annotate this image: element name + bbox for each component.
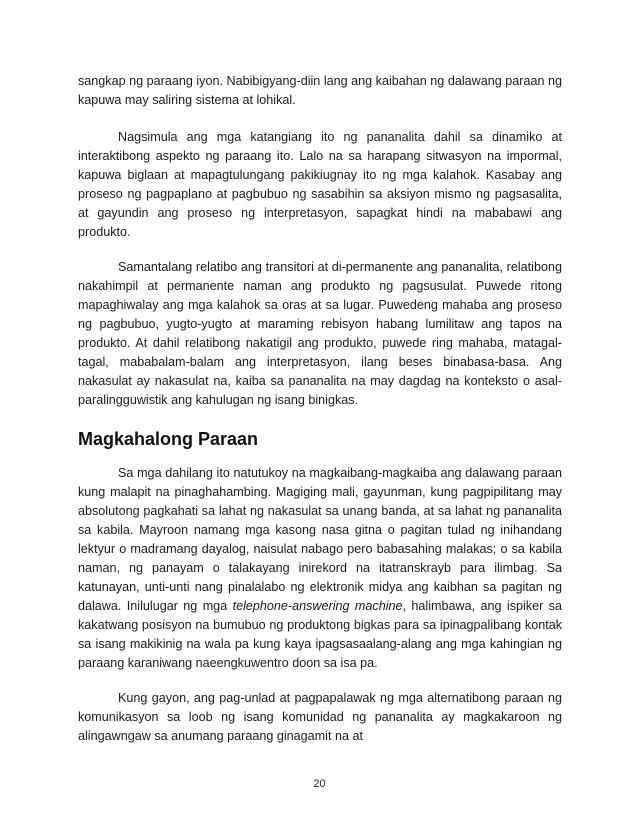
page-number: 20 [313, 778, 326, 790]
paragraph-text-part-2: , halimbawa, ang ispiker sa kakatwang posisyon na bumubuo ng produktong bigkas para sa ipinagpalibang kontak sa isang makikinig na wala pa kung kaya ipagsasaalang-alang ang mga kahingian ng paraang karaniwang naeengkuwentro doon sa isa pa. [78, 599, 562, 670]
page-body [78, 72, 562, 762]
italic-term: telephone-answering machine [232, 599, 403, 613]
paragraph-continuation: sangkap ng paraang iyon. Nabibigyang-diin lang ang kaibahan ng dalawang paraan ng kapuwa may saliring sistema at lohikal. [78, 74, 562, 107]
paragraph-samantalang: Samantalang relatibo ang transitori at di-permanente ang pananalita, relatibong nakahimpil at permanente naman ang produkto ng pagsusulat. Puwede ritong mapaghiwalay ang mga kalahok sa oras at sa lugar. Puwedeng mahaba ang proseso ng pagbubuo, yugto-yugto at maraming rebisyon habang lumilitaw ang tapos na produkto. At dahil relatibong nakatigil ang produkto, puwede ring mahaba, matagal-tagal, mababalam-balam ang interpretasyon, ilang beses binabasa-basa. Ang nakasulat ay nakasulat na, kaiba sa pananalita na may dagdag na konteksto o asal-paralingguwistik ang kahulugan ng isang binigkas. [78, 260, 562, 407]
paragraph-kung-gayon: Kung gayon, ang pag-unlad at pagpapalawak ng mga alternatibong paraan ng komunikasyon sa loob ng isang komunidad ng pananalita ay magkakaroon ng alingawngaw sa anumang paraang ginagamit na at [78, 691, 562, 743]
paragraph-sa-mga-dahilang [78, 464, 562, 673]
paragraph-nagsimula: Nagsimula ang mga katangiang ito ng pananalita dahil sa dinamiko at interaktibong aspekto ng paraang ito. Lalo na sa harapang sitwasyon na impormal, kapuwa biglaan at mapagtulungang pakikiugnay ito ng mga kalahok. Kasabay ang proseso ng pagpaplano at pagbubuo ng sasabihin sa aksiyon mismo ng pagsasalita, at gayundin ang proseso ng interpretasyon, sapagkat hindi na mababawi ang produkto. [78, 130, 562, 239]
section-heading: Magkahalong Paraan [78, 429, 259, 449]
paragraph-text-part-1: Sa mga dahilang ito natutukoy na magkaibang-magkaiba ang dalawang paraan kung malapit na pinaghahambing. Magiging mali, gayunman, kung pagpipilitang may absolutong pagkahati sa lahat ng nakasulat sa unang banda, at sa lahat ng pananalita sa kabila. Mayroon namang mga kasong nasa gitna o pagitan tulad ng inihandang lektyur o madramang dayalog, naisulat nabago pero babasahing malakas; o sa kabila naman, ng panayam o talakayang inirekord na itatranskrayb para ilimbag. Sa katunayan, unti-unti nang pinalalabo ng elektronik midya ang kaibhan sa pagitan ng dalawa. Inilulugar ng mga [78, 466, 562, 613]
